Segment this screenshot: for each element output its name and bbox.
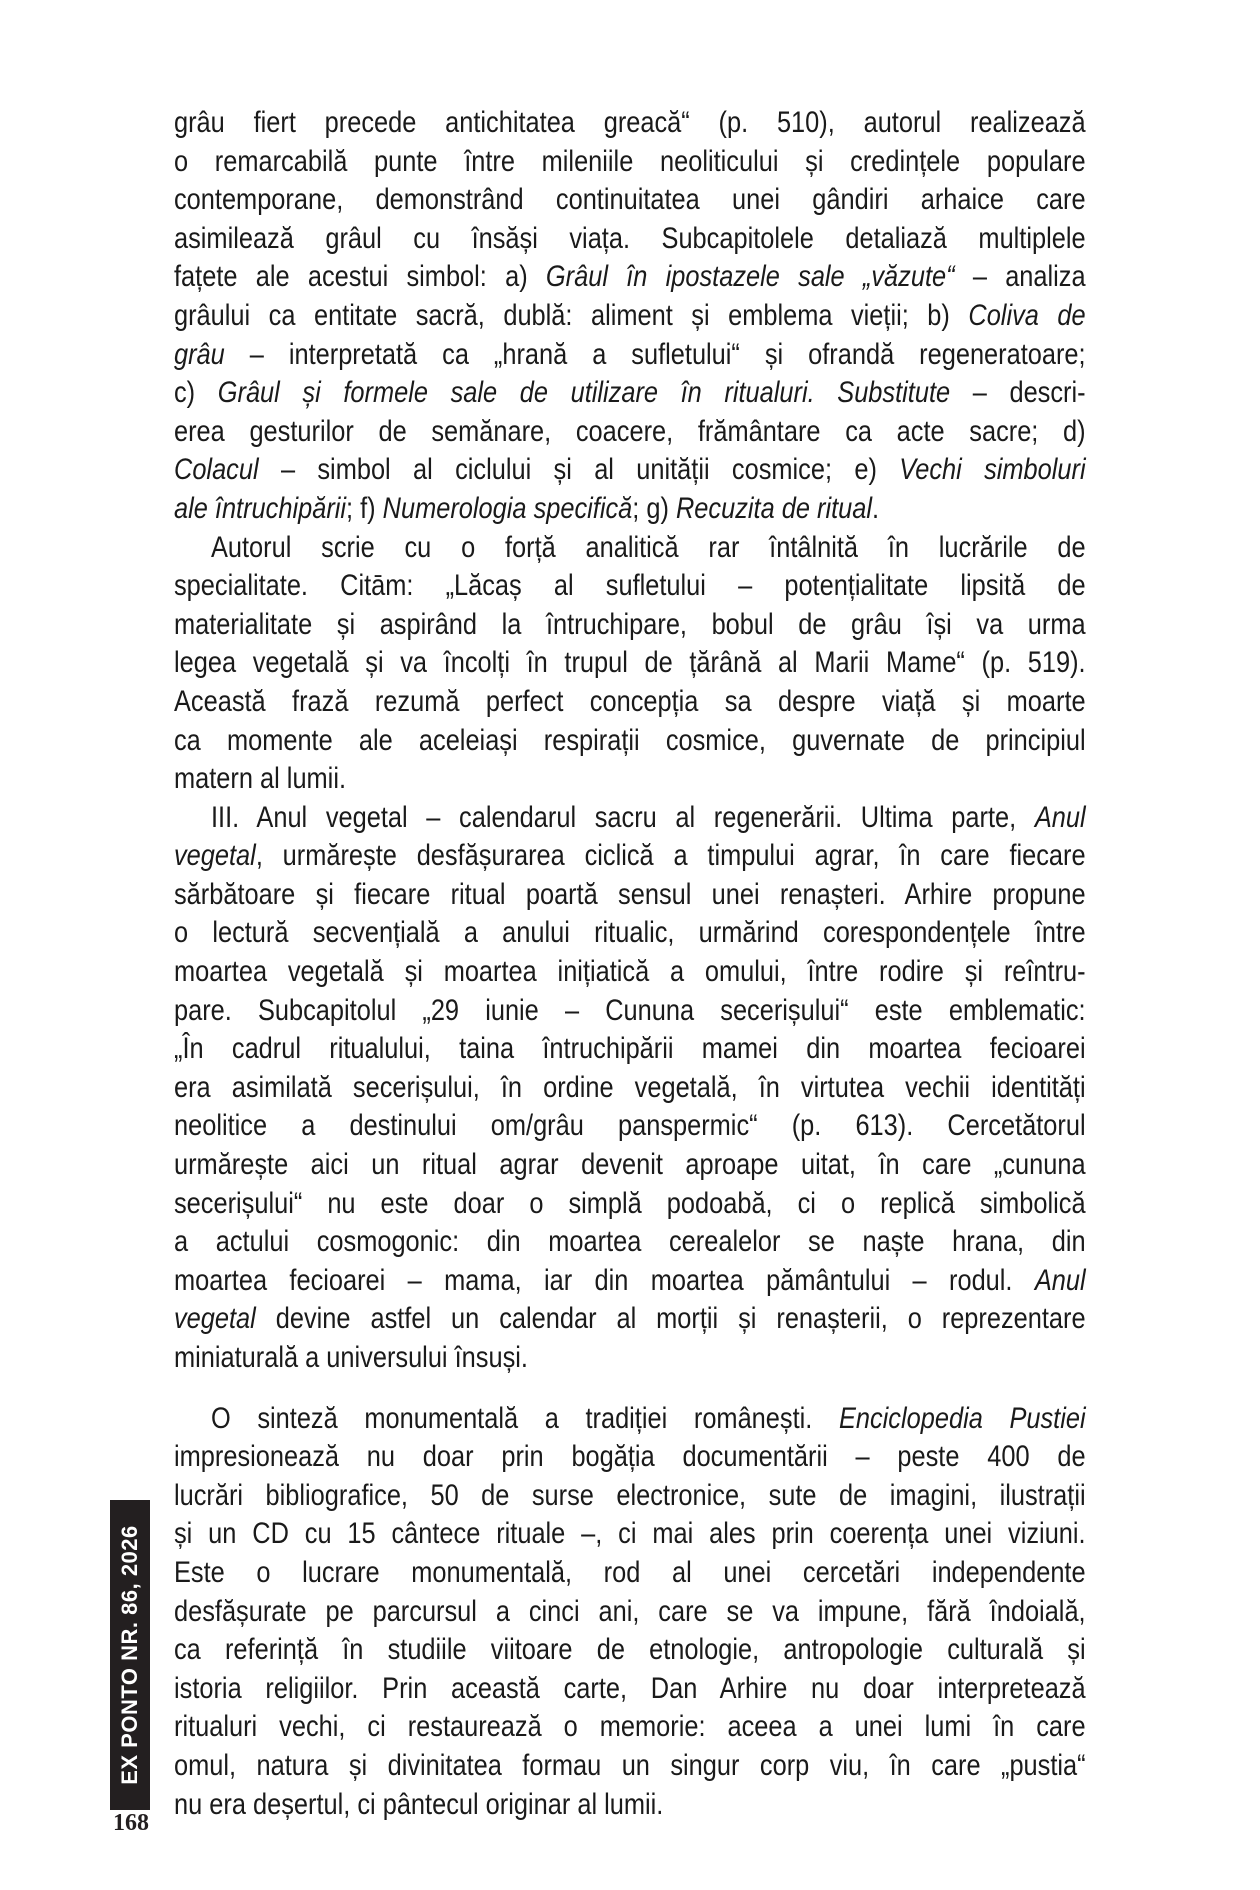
body-text: fațete ale acestui simbol: a) xyxy=(174,260,546,294)
text-line xyxy=(174,143,1086,182)
italic-title-text: vegetal xyxy=(174,839,256,873)
text-line xyxy=(174,799,1086,838)
body-text: asimilează grâul cu însăși viața. Subcapitolele detaliază multiplele xyxy=(174,221,1086,255)
text-line xyxy=(174,1185,1086,1224)
text-line xyxy=(174,567,1086,606)
text-line xyxy=(174,1107,1086,1146)
text-line xyxy=(174,1708,1086,1747)
section-gap xyxy=(174,1378,1086,1400)
text-line xyxy=(174,1069,1086,1108)
body-text: specialitate. Citām: „Lăcaș al sufletului – potențialitate lipsită de xyxy=(174,569,1086,603)
page-body xyxy=(174,104,1086,1824)
text-line xyxy=(174,1477,1086,1516)
text-line xyxy=(174,1300,1086,1339)
body-text: neolitice a destinului om/grâu panspermic“ (p. 613). Cercetătorul xyxy=(174,1109,1086,1143)
body-text: – descri- xyxy=(950,376,1086,410)
body-text: omul, natura și divinitatea formau un singur corp viu, în care „pustia“ xyxy=(174,1748,1086,1782)
body-text: grâu fiert precede antichitatea greacă“ (p. 510), autorul realizează xyxy=(174,106,1086,139)
text-line xyxy=(174,297,1086,336)
body-text: a actului cosmogonic: din moartea cerealelor se naște hrana, din xyxy=(174,1225,1086,1259)
text-line xyxy=(174,374,1086,413)
body-text: pare. Subcapitolul „29 iunie – Cununa secerișului“ este emblematic: xyxy=(174,993,1086,1027)
text-line xyxy=(174,1400,1086,1439)
body-text: – analiza xyxy=(954,260,1086,294)
text-line xyxy=(174,1146,1086,1185)
italic-title-text: Coliva de xyxy=(968,298,1086,332)
italic-title-text: ale întruchipării xyxy=(174,491,347,525)
body-text: ; f) xyxy=(346,491,383,525)
text-line xyxy=(174,1438,1086,1477)
body-text: desfășurate pe parcursul a cinci ani, care se va impune, fără îndoială, xyxy=(174,1594,1086,1628)
text-line xyxy=(174,1554,1086,1593)
body-text: secerișului“ nu este doar o simplă podoabă, ci o replică simbolică xyxy=(174,1186,1086,1220)
italic-title-text: grâu xyxy=(174,337,225,371)
body-text: ca momente ale aceleiași respirații cosmice, guvernate de principiul xyxy=(174,723,1086,757)
page-number: 168 xyxy=(113,1810,149,1836)
body-text: – simbol al ciclului și al unității cosmice; e) xyxy=(258,453,900,487)
text-line xyxy=(174,606,1086,645)
italic-title-text: Colacul xyxy=(174,453,259,487)
body-text: sărbătoare și fiecare ritual poartă sensul unei renașteri. Arhire propune xyxy=(174,877,1086,911)
text-line xyxy=(174,1223,1086,1262)
body-text: urmărește aici un ritual agrar devenit aproape uitat, în care „cununa xyxy=(174,1148,1086,1182)
body-text: , urmărește desfășurarea ciclică a timpului agrar, în care fiecare xyxy=(255,839,1086,873)
body-text: moartea vegetală și moartea inițiatică a omului, între rodire și reîntru- xyxy=(174,955,1086,989)
body-text: Autorul scrie cu o forță analitică rar întâlnită în lucrările de xyxy=(210,530,1086,564)
body-text: ca referință în studiile viitoare de etnologie, antropologie culturală și xyxy=(174,1633,1086,1667)
italic-title-text: Vechi simboluri xyxy=(899,453,1086,487)
text-line xyxy=(174,1593,1086,1632)
body-text: ; g) xyxy=(632,491,676,525)
body-text: legea vegetală și va încolți în trupul de țărână al Marii Mame“ (p. 519). xyxy=(174,646,1086,680)
body-text: „În cadrul ritualului, taina întruchipării mamei din moartea fecioarei xyxy=(174,1032,1086,1066)
body-text: c) xyxy=(174,376,218,410)
paragraph xyxy=(174,104,1086,529)
italic-title-text: Numerologia specifică xyxy=(382,491,633,525)
italic-title-text: Enciclopedia Pustiei xyxy=(838,1401,1086,1435)
body-text: lucrări bibliografice, 50 de surse electronice, sute de imagini, ilustrații xyxy=(174,1478,1086,1512)
body-text: miniaturală a universului însuși. xyxy=(174,1341,528,1374)
italic-title-text: vegetal xyxy=(174,1302,256,1336)
body-text: moartea fecioarei – mama, iar din moartea pământului – rodul. xyxy=(174,1263,1035,1297)
text-line xyxy=(174,1515,1086,1554)
text-line xyxy=(174,529,1086,568)
text-line xyxy=(174,1030,1086,1069)
text-line xyxy=(174,1670,1086,1709)
body-text: și un CD cu 15 cântece rituale –, ci mai ales prin coerența unei viziuni. xyxy=(174,1517,1086,1551)
body-text: o remarcabilă punte între mileniile neoliticului și credințele populare xyxy=(174,144,1086,178)
text-line xyxy=(174,837,1086,876)
body-text: materialitate și aspirând la întruchipare, bobul de grâu își va urma xyxy=(174,607,1086,641)
body-text: devine astfel un calendar al morții și renașterii, o reprezentare xyxy=(255,1302,1086,1336)
body-text: O sinteză monumentală a tradiției românești. xyxy=(210,1401,839,1435)
text-line xyxy=(174,992,1086,1031)
text-line xyxy=(174,914,1086,953)
body-text: III. Anul vegetal – calendarul sacru al regenerării. Ultima parte, xyxy=(210,800,1035,834)
body-text: matern al lumii. xyxy=(174,762,347,796)
body-text: o lectură secvențială a anului ritualic, urmărind corespondențele între xyxy=(174,916,1086,950)
italic-title-text: Grâul în ipostazele sale „văzute“ xyxy=(545,260,955,294)
text-line xyxy=(174,876,1086,915)
journal-sidebar xyxy=(110,1500,150,1810)
text-line xyxy=(174,413,1086,452)
body-text: contemporane, demonstrând continuitatea unei gândiri arhaice care xyxy=(174,183,1086,217)
text-line xyxy=(174,722,1086,761)
text-line xyxy=(174,490,1086,529)
paragraph xyxy=(174,799,1086,1378)
body-text: impresionează nu doar prin bogăția documentării – peste 400 de xyxy=(174,1440,1086,1474)
italic-title-text: Grâul și formele sale de utilizare în ritualuri. Substitute xyxy=(217,376,951,410)
italic-title-text: Recuzita de ritual xyxy=(675,491,872,525)
text-line xyxy=(174,104,1086,143)
body-text: nu era deșertul, ci pântecul originar al lumii. xyxy=(174,1787,664,1821)
text-line xyxy=(174,451,1086,490)
body-text: istoria religiilor. Prin această carte, Dan Arhire nu doar interpretează xyxy=(174,1671,1086,1705)
text-line xyxy=(174,1262,1086,1301)
text-line xyxy=(174,181,1086,220)
text-line xyxy=(174,1786,1086,1825)
text-line xyxy=(174,1339,1086,1378)
text-line xyxy=(174,258,1086,297)
body-text: grâului ca entitate sacră, dublă: aliment și emblema vieții; b) xyxy=(174,298,969,332)
text-line xyxy=(174,1631,1086,1670)
body-text: ritualuri vechi, ci restaurează o memorie: aceea a unei lumi în care xyxy=(174,1710,1086,1744)
body-text: era asimilată secerișului, în ordine vegetală, în virtutea vechii identități xyxy=(174,1070,1086,1104)
body-text: – interpretată ca „hrană a sufletului“ și ofrandă regeneratoare; xyxy=(224,337,1086,371)
text-line xyxy=(174,220,1086,259)
text-line xyxy=(174,644,1086,683)
body-text: Această frază rezumă perfect concepția sa despre viață și moarte xyxy=(174,684,1086,718)
italic-title-text: Anul xyxy=(1034,1263,1086,1297)
journal-label: EX PONTO NR. 86, 2026 xyxy=(117,1525,143,1785)
paragraph xyxy=(174,529,1086,799)
body-text: . xyxy=(871,491,880,525)
text-line xyxy=(174,683,1086,722)
body-text: erea gesturilor de semănare, coacere, frământare ca acte sacre; d) xyxy=(174,414,1086,448)
body-text: Este o lucrare monumentală, rod al unei cercetări independente xyxy=(174,1555,1086,1589)
text-line xyxy=(174,1747,1086,1786)
paragraph xyxy=(174,1400,1086,1825)
text-line xyxy=(174,336,1086,375)
text-line xyxy=(174,760,1086,799)
text-line xyxy=(174,953,1086,992)
italic-title-text: Anul xyxy=(1034,800,1086,834)
